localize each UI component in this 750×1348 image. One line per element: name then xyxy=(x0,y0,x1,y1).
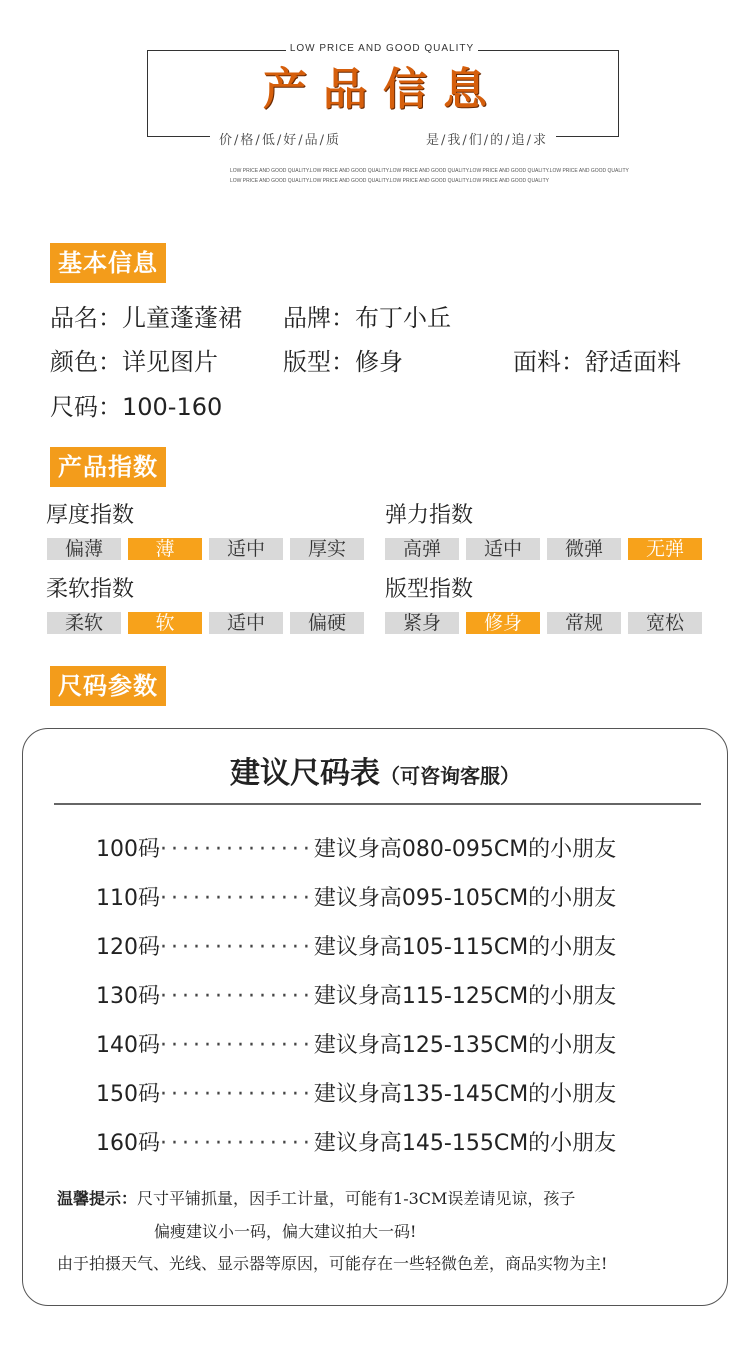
scale-option: 无弹 xyxy=(628,538,702,560)
fine-print-line: LOW PRICE AND GOOD QUALITY.LOW PRICE AND GOOD QUALITY.LOW PRICE AND GOOD QUALITY.LOW PRICE AND GOOD QUALITY xyxy=(230,178,549,184)
subtitle-left: 价/格/低/好/品/质 xyxy=(219,132,341,148)
leader-dots: ·············· xyxy=(160,935,314,960)
size-label: 150码 xyxy=(96,1082,160,1107)
tip-line-2: 偏瘦建议小一码，偏大建议拍大一码! xyxy=(154,1222,417,1241)
size-row xyxy=(96,1080,696,1110)
scale-option: 适中 xyxy=(209,612,283,634)
cut-scale xyxy=(385,612,709,634)
header-subtitle xyxy=(210,127,556,149)
softness-scale xyxy=(47,612,371,634)
leader-dots: ·············· xyxy=(160,1131,314,1156)
leader-dots: ·············· xyxy=(160,984,314,1009)
size-advice: 建议身高145-155CM的小朋友 xyxy=(313,1131,617,1156)
fine-print-line: LOW PRICE AND GOOD QUALITY.LOW PRICE AND GOOD QUALITY.LOW PRICE AND GOOD QUALITY.LOW PRICE AND GOOD QUALITY.LOW PRICE AND GOOD QUALITY xyxy=(230,168,629,174)
product-fabric: 面料：舒适面料 xyxy=(513,348,681,376)
size-label: 110码 xyxy=(96,886,160,911)
leader-dots: ·············· xyxy=(160,1033,314,1058)
product-name: 品名：儿童蓬蓬裙 xyxy=(50,304,242,332)
scale-option: 紧身 xyxy=(385,612,459,634)
size-label: 160码 xyxy=(96,1131,160,1156)
size-row xyxy=(96,982,696,1012)
product-fit: 版型：修身 xyxy=(283,348,403,376)
size-label: 130码 xyxy=(96,984,160,1009)
scale-option: 适中 xyxy=(209,538,283,560)
scale-option: 宽松 xyxy=(628,612,702,634)
elasticity-index-title: 弹力指数 xyxy=(385,503,474,528)
header-tagline: LOW PRICE AND GOOD QUALITY xyxy=(286,40,478,58)
cut-index-title: 版型指数 xyxy=(385,577,474,602)
softness-index-title: 柔软指数 xyxy=(46,577,135,602)
scale-option: 偏硬 xyxy=(290,612,364,634)
scale-option: 偏薄 xyxy=(47,538,121,560)
scale-option: 厚实 xyxy=(290,538,364,560)
tip-line-1: 温馨提示：尺寸平铺抓量，因手工计量，可能有1-3CM误差请见谅，孩子 xyxy=(57,1189,576,1208)
size-advice: 建议身高105-115CM的小朋友 xyxy=(313,935,617,960)
divider xyxy=(54,803,701,805)
thickness-scale xyxy=(47,538,371,560)
size-row xyxy=(96,835,696,865)
size-label: 120码 xyxy=(96,935,160,960)
size-advice: 建议身高135-145CM的小朋友 xyxy=(313,1082,617,1107)
size-advice: 建议身高080-095CM的小朋友 xyxy=(313,837,617,862)
thickness-index-title: 厚度指数 xyxy=(46,503,135,528)
size-row xyxy=(96,884,696,914)
scale-option: 修身 xyxy=(466,612,540,634)
tip-line-3: 由于拍摄天气、光线、显示器等原因，可能存在一些轻微色差，商品实物为主! xyxy=(57,1254,608,1273)
subtitle-right: 是/我/们/的/追/求 xyxy=(425,132,547,148)
size-row xyxy=(96,1031,696,1061)
section-tag-index: 产品指数 xyxy=(50,447,166,487)
scale-option: 柔软 xyxy=(47,612,121,634)
leader-dots: ·············· xyxy=(160,886,314,911)
size-label: 100码 xyxy=(96,837,160,862)
product-brand: 品牌：布丁小丘 xyxy=(283,304,451,332)
tip-label: 温馨提示： xyxy=(57,1189,138,1208)
size-advice: 建议身高115-125CM的小朋友 xyxy=(313,984,617,1009)
size-table-title-note: （可咨询客服） xyxy=(380,764,520,788)
elasticity-scale xyxy=(385,538,709,560)
page-title: 产品信息 xyxy=(263,64,503,115)
scale-option: 常规 xyxy=(547,612,621,634)
scale-option: 高弹 xyxy=(385,538,459,560)
product-color: 颜色：详见图片 xyxy=(50,348,218,376)
scale-option: 微弹 xyxy=(547,538,621,560)
size-advice: 建议身高125-135CM的小朋友 xyxy=(313,1033,617,1058)
leader-dots: ·············· xyxy=(160,1082,314,1107)
leader-dots: ·············· xyxy=(160,837,314,862)
size-row xyxy=(96,933,696,963)
scale-option: 薄 xyxy=(128,538,202,560)
product-size: 尺码：100-160 xyxy=(50,393,223,421)
scale-option: 适中 xyxy=(466,538,540,560)
section-tag-basic: 基本信息 xyxy=(50,243,166,283)
section-tag-size: 尺码参数 xyxy=(50,666,166,706)
scale-option: 软 xyxy=(128,612,202,634)
size-row xyxy=(96,1129,696,1159)
size-advice: 建议身高095-105CM的小朋友 xyxy=(313,886,617,911)
size-table-title: 建议尺码表（可咨询客服） xyxy=(230,756,520,791)
size-label: 140码 xyxy=(96,1033,160,1058)
